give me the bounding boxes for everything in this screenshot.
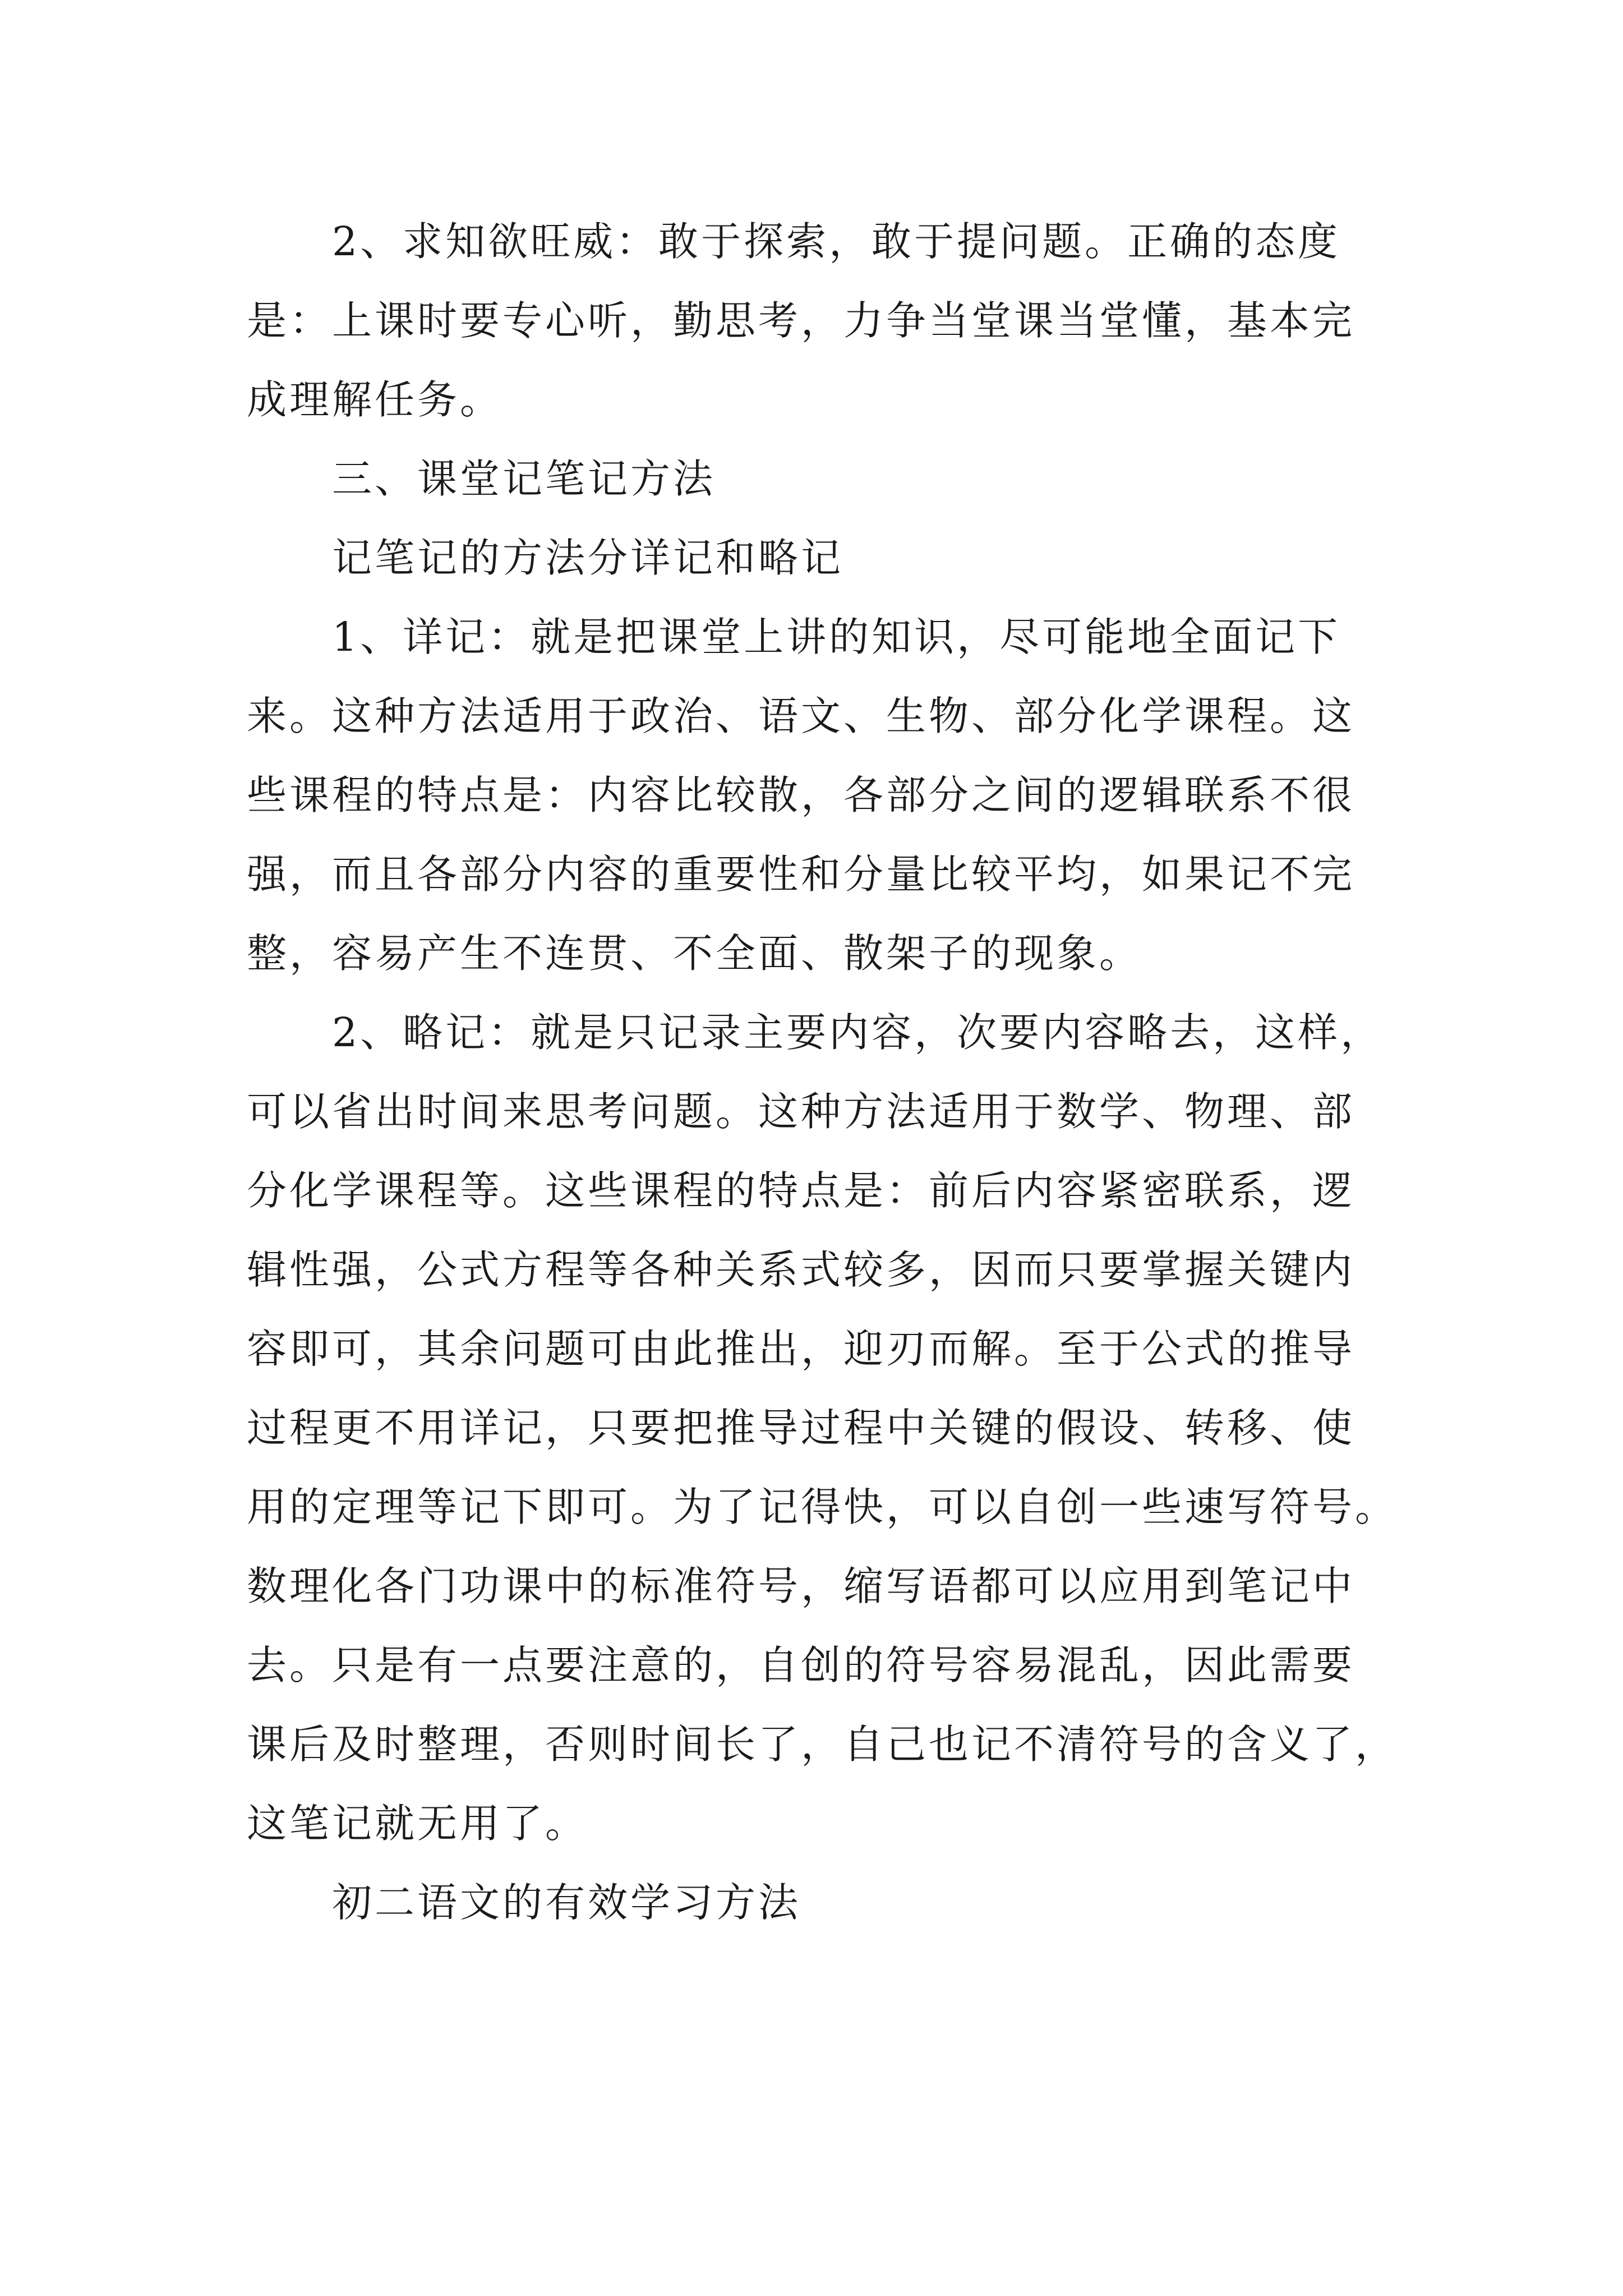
paragraph-brief-notes — [247, 993, 1398, 1863]
text-line: 2、略记：就是只记录主要内容，次要内容略去，这样， — [332, 1009, 1384, 1056]
text-line: 是：上课时要专心听，勤思考，力争当堂课当堂懂，基本完 — [247, 297, 1355, 344]
document-body — [247, 202, 1398, 1942]
heading-line: 三、课堂记笔记方法 — [332, 455, 716, 502]
text-line: 用的定理等记下即可。为了记得快，可以自创一些速写符号。 — [247, 1484, 1398, 1530]
text-line: 可以省出时间来思考问题。这种方法适用于数学、物理、部 — [247, 1088, 1355, 1135]
paragraph-curiosity — [247, 202, 1385, 439]
paragraph-detailed-notes — [247, 597, 1385, 993]
text-line: 数理化各门功课中的标准符号，缩写语都可以应用到笔记中 — [247, 1563, 1355, 1609]
heading-line: 初二语文的有效学习方法 — [332, 1879, 801, 1926]
text-line: 整，容易产生不连贯、不全面、散架子的现象。 — [247, 930, 1142, 977]
text-line: 强，而且各部分内容的重要性和分量比较平均，如果记不完 — [247, 851, 1355, 898]
text-line: 2、求知欲旺威：敢于探索，敢于提问题。正确的态度 — [332, 218, 1341, 265]
text-line: 记笔记的方法分详记和略记 — [332, 535, 844, 581]
text-line: 过程更不用详记，只要把推导过程中关键的假设、转移、使 — [247, 1405, 1355, 1451]
paragraph-methods-intro — [247, 518, 1385, 597]
text-line: 课后及时整理，否则时间长了，自己也记不清符号的含义了， — [247, 1721, 1398, 1768]
section-heading-effective-learning — [247, 1863, 1385, 1942]
text-line: 1、详记：就是把课堂上讲的知识，尽可能地全面记下 — [332, 614, 1341, 660]
text-line: 容即可，其余问题可由此推出，迎刃而解。至于公式的推导 — [247, 1326, 1355, 1372]
text-line: 成理解任务。 — [247, 376, 503, 423]
text-line: 来。这种方法适用于政治、语文、生物、部分化学课程。这 — [247, 693, 1355, 739]
text-line: 辑性强，公式方程等各种关系式较多，因而只要掌握关键内 — [247, 1246, 1355, 1293]
section-heading-note-taking — [247, 439, 1385, 518]
text-line: 这笔记就无用了。 — [247, 1800, 588, 1847]
text-line: 去。只是有一点要注意的，自创的符号容易混乱，因此需要 — [247, 1642, 1355, 1688]
text-line: 分化学课程等。这些课程的特点是：前后内容紧密联系，逻 — [247, 1167, 1355, 1214]
text-line: 些课程的特点是：内容比较散，各部分之间的逻辑联系不很 — [247, 772, 1355, 818]
